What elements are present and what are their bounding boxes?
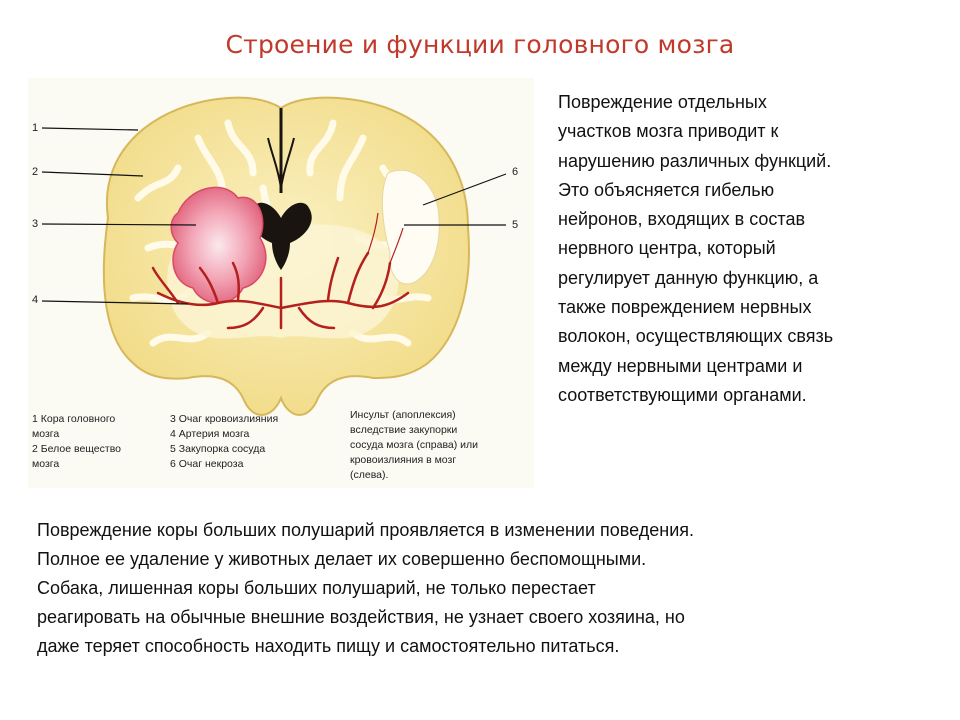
text-line: соответствующими органами.	[558, 384, 807, 405]
slide-title: Строение и функции головного мозга	[225, 30, 735, 59]
legend-item: (слева).	[350, 469, 389, 481]
callout-3: 3	[32, 218, 39, 230]
legend-item: сосуда мозга (справа) или	[350, 439, 479, 451]
text-line: Полное ее удаление у животных делает их совершенно беспомощными.	[37, 549, 647, 569]
text-line: Повреждение коры больших полушарий проявляется в изменении поведения.	[37, 520, 695, 540]
legend-item: 3 Очаг кровоизлияния	[170, 413, 279, 425]
text-line: также повреждением нервных	[558, 297, 812, 318]
legend-item: кровоизлияния в мозг	[350, 454, 457, 466]
side-paragraph	[558, 88, 948, 410]
legend-item: 2 Белое вещество	[32, 443, 121, 455]
legend-middle	[170, 412, 278, 472]
callout-4: 4	[32, 294, 39, 306]
text-line: Собака, лишенная коры больших полушарий, не только перестает	[37, 578, 596, 598]
legend-left	[32, 412, 121, 472]
text-line: даже теряет способность находить пищу и самостоятельно питаться.	[37, 636, 620, 656]
text-line: регулирует данную функцию, а	[558, 267, 819, 288]
text-line: волокон, осуществляющих связь	[558, 326, 834, 347]
text-line: между нервными центрами и	[558, 355, 803, 376]
text-line: Повреждение отдельных	[558, 92, 767, 112]
text-line: нервного центра, который	[558, 238, 776, 259]
legend-right	[350, 408, 478, 483]
legend-item: вследствие закупорки	[350, 424, 458, 436]
text-line: нейронов, входящих в состав	[558, 209, 806, 230]
legend-item: 6 Очаг некроза	[170, 458, 244, 470]
text-line: Это объясняется гибелью	[558, 179, 775, 200]
callout-6: 6	[512, 166, 519, 178]
legend-item: мозга	[32, 428, 60, 440]
text-line: нарушению различных функций.	[558, 150, 832, 171]
legend-item: 1 Кора головного	[32, 413, 116, 425]
legend-item: 5 Закупорка сосуда	[170, 443, 266, 455]
bottom-paragraph	[37, 516, 937, 661]
legend-item: мозга	[32, 458, 60, 470]
brain-section-figure	[28, 78, 534, 488]
legend-item: 4 Артерия мозга	[170, 428, 250, 440]
text-line: участков мозга приводит к	[558, 121, 779, 142]
legend-item: Инсульт (апоплексия)	[350, 409, 456, 421]
callout-1: 1	[32, 122, 39, 134]
text-line: реагировать на обычные внешние воздействия, не узнает своего хозяина, но	[37, 607, 685, 627]
callout-2: 2	[32, 166, 39, 178]
callout-5: 5	[512, 219, 519, 231]
